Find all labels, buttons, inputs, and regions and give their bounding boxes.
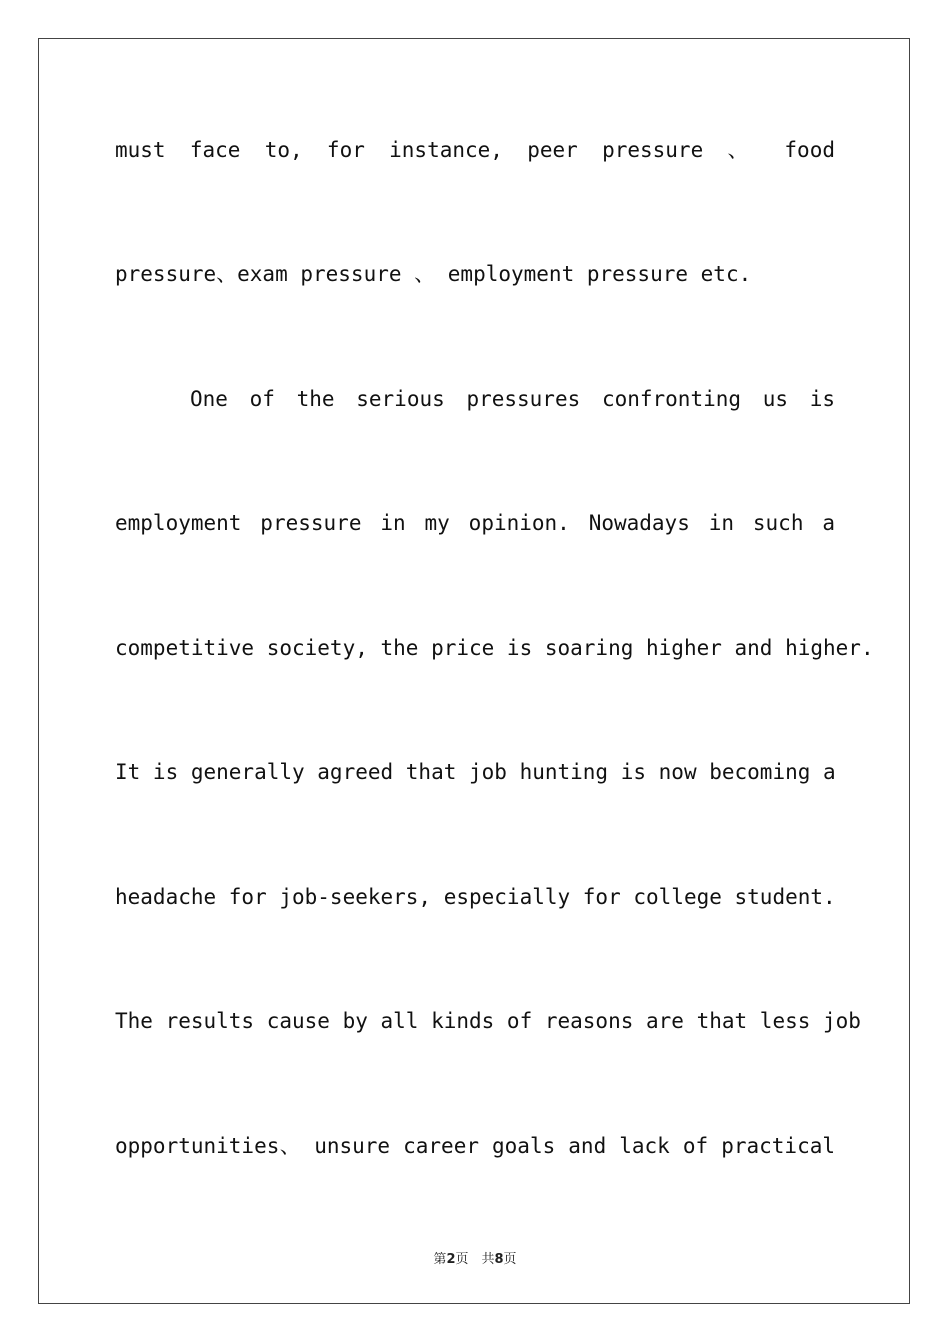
paragraph-first-line: One of the serious pressures confronting us is xyxy=(190,387,835,411)
page-suffix: 页 xyxy=(503,1252,517,1267)
body-text-line: The results cause by all kinds of reasons are that less job xyxy=(115,1009,861,1033)
current-page-number: 2 xyxy=(446,1252,456,1267)
body-text-line: employment pressure in my opinion. Nowadays in such a xyxy=(115,511,835,535)
page-frame xyxy=(38,38,910,1304)
body-text-line: headache for job-seekers, especially for college student. xyxy=(115,885,836,909)
page-mid: 页 共 xyxy=(455,1252,495,1267)
body-text-line: pressure、exam pressure 、 employment pressure etc. xyxy=(115,262,752,286)
page-prefix: 第 xyxy=(433,1252,447,1267)
total-page-count: 8 xyxy=(494,1252,504,1267)
body-text-line: competitive society, the price is soaring higher and higher. xyxy=(115,636,874,660)
page-number-footer xyxy=(0,1248,950,1267)
body-text-line: opportunities、 unsure career goals and lack of practical xyxy=(115,1134,835,1158)
body-text-line: must face to, for instance, peer pressure 、 food xyxy=(115,138,835,162)
body-text-line: It is generally agreed that job hunting is now becoming a xyxy=(115,760,836,784)
